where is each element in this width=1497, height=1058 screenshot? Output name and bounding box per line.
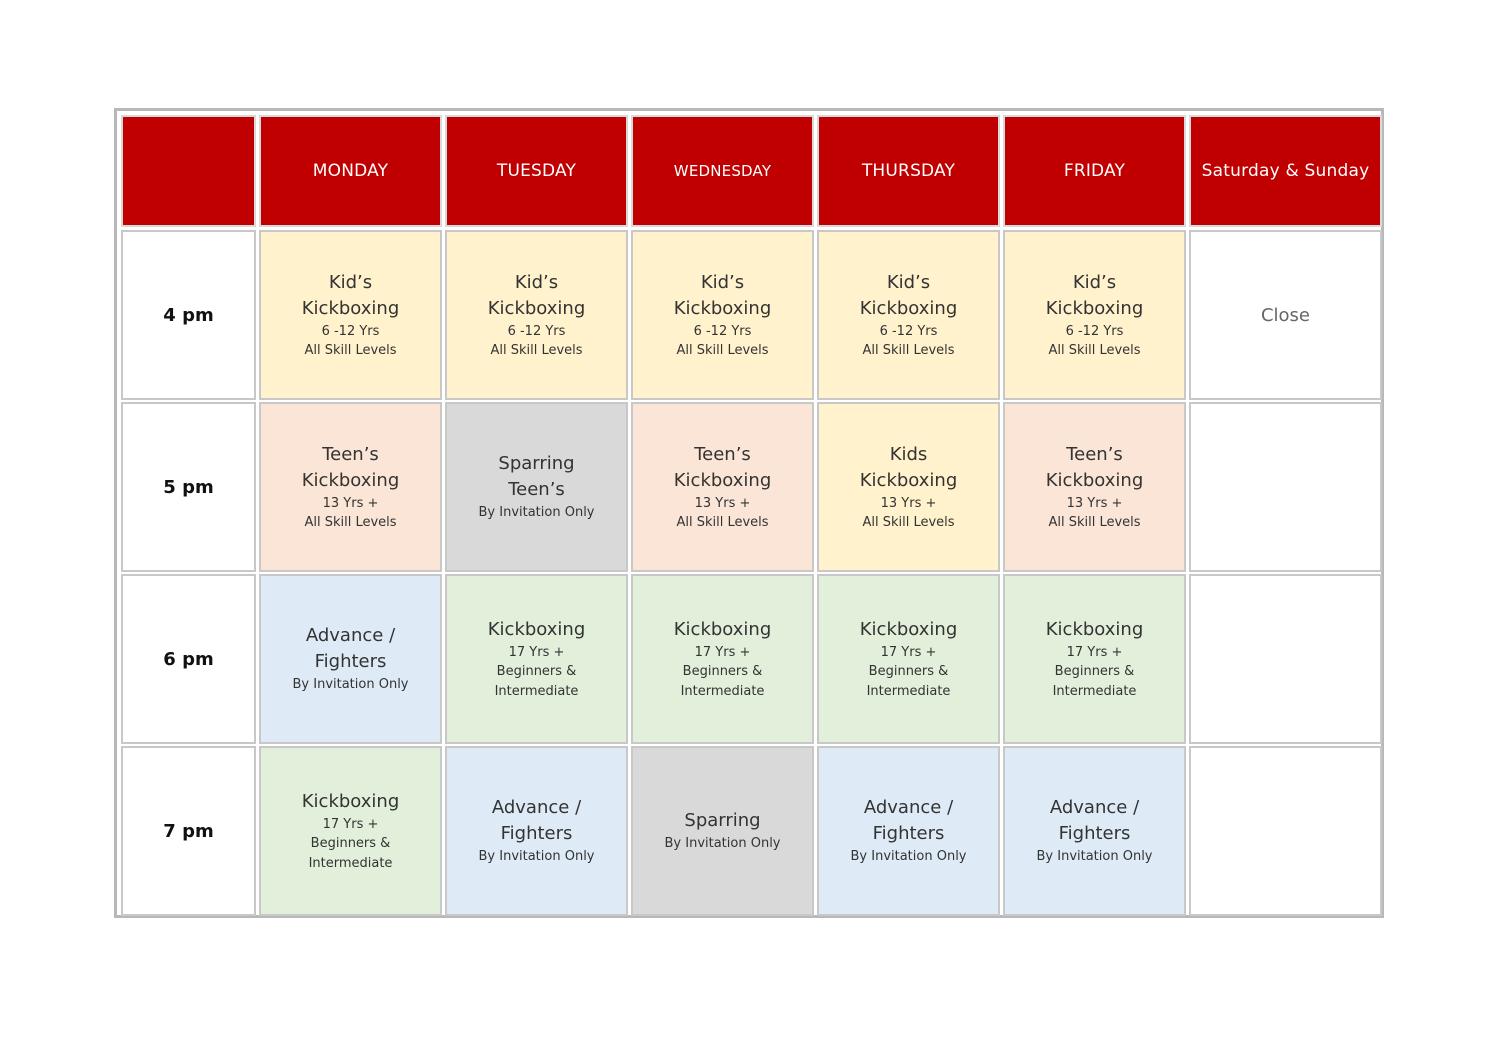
- class-detail-line: 6 -12 Yrs: [321, 323, 380, 339]
- class-title-line: Kid’s: [328, 271, 373, 293]
- class-detail-line: All Skill Levels: [1048, 343, 1141, 358]
- class-title-line: Advance /: [305, 625, 396, 647]
- class-title-line: Kickboxing: [673, 469, 772, 491]
- class-detail-line: 17 Yrs +: [880, 644, 937, 660]
- class-detail-line: Beginners &: [868, 664, 949, 680]
- class-detail-line: All Skill Levels: [1048, 515, 1141, 530]
- class-detail-line: Beginners &: [496, 664, 577, 680]
- class-detail-line: All Skill Levels: [676, 515, 769, 530]
- class-detail-line: Beginners &: [1054, 664, 1135, 680]
- class-detail-line: All Skill Levels: [304, 515, 397, 530]
- class-detail-line: Intermediate: [1052, 683, 1137, 699]
- header-day-monday: MONDAY: [259, 115, 442, 227]
- class-title-line: Advance /: [863, 797, 954, 819]
- class-detail-line: 17 Yrs +: [1066, 644, 1123, 660]
- time-label-4pm: 4 pm: [121, 230, 256, 400]
- weekend-cell-6pm: [1189, 574, 1382, 744]
- class-cell-thursday-6pm: [817, 574, 1000, 744]
- class-title-line: Teen’s: [694, 443, 751, 465]
- class-detail-line: All Skill Levels: [862, 515, 955, 530]
- class-detail-line: 13 Yrs +: [322, 495, 379, 511]
- class-title-line: Fighters: [500, 823, 573, 845]
- class-detail-line: 13 Yrs +: [880, 495, 937, 511]
- class-detail-line: All Skill Levels: [862, 343, 955, 358]
- class-detail-line: Beginners &: [682, 664, 763, 680]
- class-title-line: Kickboxing: [673, 618, 772, 640]
- class-cell-tuesday-5pm: [445, 402, 628, 572]
- class-title-line: Kid’s: [514, 271, 559, 293]
- class-title-line: Fighters: [1058, 823, 1131, 845]
- class-title-line: Kickboxing: [301, 297, 400, 319]
- time-label-7pm: 7 pm: [121, 746, 256, 916]
- class-detail-line: All Skill Levels: [676, 343, 769, 358]
- header-day-thursday: THURSDAY: [817, 115, 1000, 227]
- class-title-line: Kickboxing: [673, 297, 772, 319]
- class-detail-line: Intermediate: [680, 683, 765, 699]
- time-label-5pm: 5 pm: [121, 402, 256, 572]
- class-title-line: Kid’s: [1072, 271, 1117, 293]
- class-detail-line: By Invitation Only: [664, 836, 781, 852]
- class-detail-line: 17 Yrs +: [322, 816, 379, 832]
- class-detail-line: 6 -12 Yrs: [693, 323, 752, 339]
- class-title-line: Sparring: [498, 453, 575, 475]
- class-cell-friday-7pm: [1003, 746, 1186, 916]
- header-day-friday: FRIDAY: [1003, 115, 1186, 227]
- class-cell-monday-4pm: [259, 230, 442, 400]
- class-detail-line: By Invitation Only: [850, 849, 967, 865]
- weekend-cell-7pm: [1189, 746, 1382, 916]
- class-detail-line: By Invitation Only: [292, 677, 409, 693]
- class-title-line: Kid’s: [886, 271, 931, 293]
- class-cell-tuesday-7pm: [445, 746, 628, 916]
- class-title-line: Kickboxing: [487, 297, 586, 319]
- class-title-line: Kickboxing: [301, 469, 400, 491]
- class-detail-line: All Skill Levels: [490, 343, 583, 358]
- class-cell-tuesday-4pm: [445, 230, 628, 400]
- class-cell-friday-6pm: [1003, 574, 1186, 744]
- class-title-line: Kickboxing: [859, 618, 958, 640]
- class-title-line: Sparring: [684, 810, 761, 832]
- header-corner-cell: [121, 115, 256, 227]
- class-detail-line: 6 -12 Yrs: [879, 323, 938, 339]
- class-cell-tuesday-6pm: [445, 574, 628, 744]
- class-cell-friday-5pm: [1003, 402, 1186, 572]
- class-detail-line: 13 Yrs +: [1066, 495, 1123, 511]
- class-detail-line: Intermediate: [866, 683, 951, 699]
- class-detail-line: By Invitation Only: [1036, 849, 1153, 865]
- class-detail-line: 6 -12 Yrs: [1065, 323, 1124, 339]
- class-detail-line: 6 -12 Yrs: [507, 323, 566, 339]
- header-day-weekend: Saturday & Sunday: [1189, 115, 1382, 227]
- class-cell-monday-6pm: [259, 574, 442, 744]
- class-title-line: Kid’s: [700, 271, 745, 293]
- class-title-line: Kickboxing: [1045, 297, 1144, 319]
- class-detail-line: All Skill Levels: [304, 343, 397, 358]
- class-title-line: Kickboxing: [487, 618, 586, 640]
- class-cell-friday-4pm: [1003, 230, 1186, 400]
- class-cell-monday-5pm: [259, 402, 442, 572]
- time-label-6pm: 6 pm: [121, 574, 256, 744]
- class-cell-monday-7pm: [259, 746, 442, 916]
- class-title-line: Teen’s: [1066, 443, 1123, 465]
- class-cell-thursday-7pm: [817, 746, 1000, 916]
- class-detail-line: By Invitation Only: [478, 505, 595, 521]
- class-title-line: Kickboxing: [1045, 618, 1144, 640]
- class-detail-line: Intermediate: [494, 683, 579, 699]
- class-cell-thursday-5pm: [817, 402, 1000, 572]
- class-detail-line: Beginners &: [310, 836, 391, 852]
- class-title-line: Fighters: [314, 651, 387, 673]
- weekend-cell-4pm: [1189, 230, 1382, 400]
- class-title-line: Kickboxing: [1045, 469, 1144, 491]
- class-title-line: Teen’s: [322, 443, 379, 465]
- class-detail-line: Intermediate: [308, 855, 393, 871]
- class-detail-line: By Invitation Only: [478, 849, 595, 865]
- class-title-line: Teen’s: [508, 479, 565, 501]
- class-detail-line: 17 Yrs +: [694, 644, 751, 660]
- class-cell-wednesday-7pm: [631, 746, 814, 916]
- class-cell-thursday-4pm: [817, 230, 1000, 400]
- class-title-line: Kids: [889, 443, 928, 465]
- header-day-wednesday: WEDNESDAY: [631, 115, 814, 227]
- header-day-tuesday: TUESDAY: [445, 115, 628, 227]
- class-title-line: Kickboxing: [859, 469, 958, 491]
- class-detail-line: 17 Yrs +: [508, 644, 565, 660]
- class-cell-wednesday-5pm: [631, 402, 814, 572]
- class-title-line: Advance /: [1049, 797, 1140, 819]
- class-title-line: Advance /: [491, 797, 582, 819]
- class-detail-line: 13 Yrs +: [694, 495, 751, 511]
- class-title-line: Kickboxing: [859, 297, 958, 319]
- class-cell-wednesday-6pm: [631, 574, 814, 744]
- class-title-line: Fighters: [872, 823, 945, 845]
- class-cell-wednesday-4pm: [631, 230, 814, 400]
- weekend-cell-5pm: [1189, 402, 1382, 572]
- class-title-line: Kickboxing: [301, 790, 400, 812]
- closed-label: Close: [1260, 304, 1311, 326]
- class-schedule-table: [114, 108, 1384, 918]
